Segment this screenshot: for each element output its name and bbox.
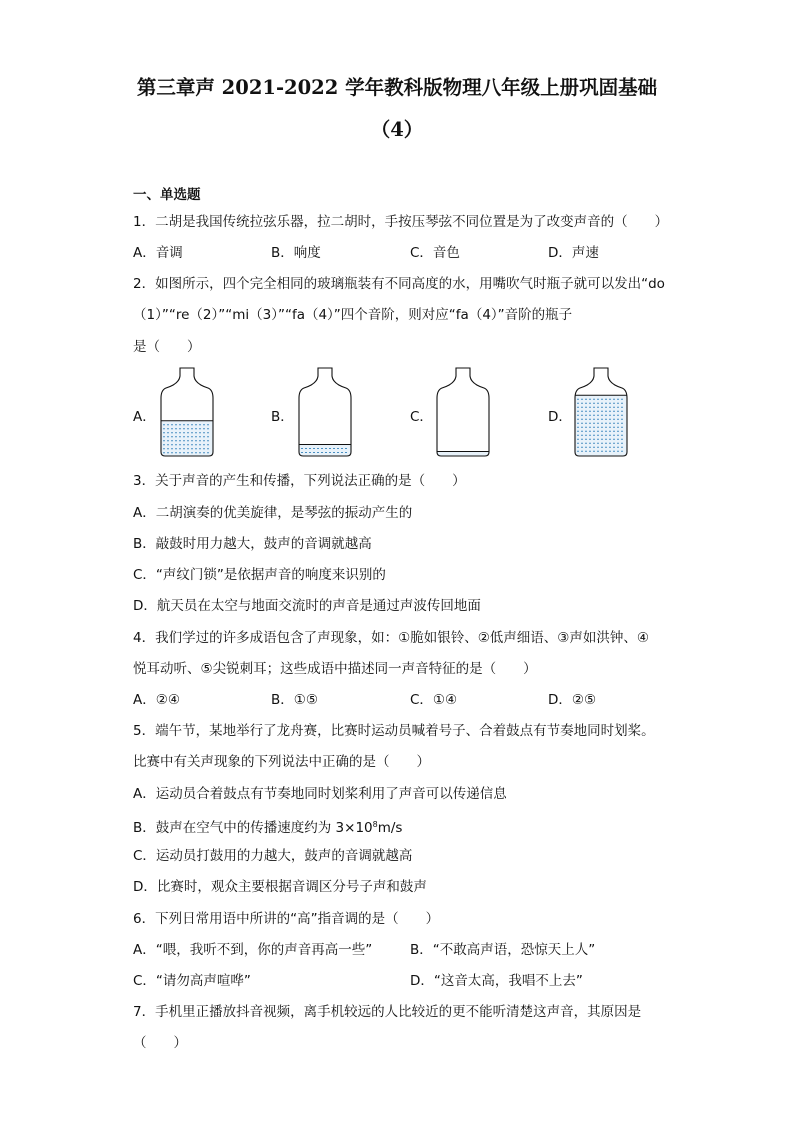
bottle-outline [299,368,351,456]
q5-option-b-text: B．鼓声在空气中的传播速度约为 3×10 [133,820,373,836]
q1-option-c: C．音色 [410,245,460,261]
q3-option-a: A．二胡演奏的优美旋律，是琴弦的振动产生的 [133,505,413,521]
bottle-c-image [434,366,492,460]
page-title: 第三章声 2021-2022 学年教科版物理八年级上册巩固基础 [136,76,658,99]
page-subtitle: （4） [370,118,424,141]
q4-option-c: C．①④ [410,692,458,708]
q4-option-b: B．①⑤ [271,692,318,708]
q1-option-d: D．声速 [548,245,599,261]
q3-stem: 3．关于声音的产生和传播，下列说法正确的是（ ） [133,473,466,489]
water-fill [434,452,492,456]
q2-stem-line3: 是（ ） [133,339,201,355]
q5-option-d: D．比赛时，观众主要根据音调区分号子声和鼓声 [133,879,427,895]
q6-option-c: C．“请勿高声喧哗” [133,973,251,989]
q5-option-b [133,816,402,837]
q2-option-d: D． [548,409,572,425]
q6-option-a: A．“喂，我听不到，你的声音再高一些” [133,942,373,958]
q2-option-b: B． [271,409,294,425]
q7-stem-line2: （ ） [133,1035,187,1051]
q2-option-a: A． [133,409,156,425]
q3-option-c: C．“声纹门锁”是依据声音的响度来识别的 [133,567,386,583]
water-fill [572,395,630,456]
q6-option-b: B．“不敢高声语，恐惊天上人” [410,942,596,958]
q4-option-a: A．②④ [133,692,180,708]
q5-option-b-unit: m/s [377,820,403,836]
q4-option-d: D．②⑤ [548,692,597,708]
q5-stem-line1: 5．端午节，某地举行了龙舟赛，比赛时运动员喊着号子、合着鼓点有节奏地同时划桨。 [133,723,655,739]
bottle-outline [437,368,489,456]
q2-stem-line1: 2．如图所示，四个完全相同的玻璃瓶装有不同高度的水，用嘴吹气时瓶子就可以发出“do [133,276,665,292]
q6-option-d: D．“这音太高，我唱不上去” [410,973,583,989]
q1-option-a: A．音调 [133,245,183,261]
water-fill [296,444,354,456]
q2-option-c: C． [410,409,433,425]
bottle-d-image [572,366,630,460]
q5-option-c: C．运动员打鼓用的力越大，鼓声的音调就越高 [133,848,413,864]
section-heading: 一、单选题 [133,187,201,203]
bottle-a-image [158,366,216,460]
bottle-b-image [296,366,354,460]
q5-stem-line2: 比赛中有关声现象的下列说法中正确的是（ ） [133,754,430,770]
q1-option-b: B．响度 [271,245,321,261]
q6-stem: 6．下列日常用语中所讲的“高”指音调的是（ ） [133,911,440,927]
q5-option-a: A．运动员合着鼓点有节奏地同时划桨利用了声音可以传递信息 [133,786,507,802]
q1-stem: 1．二胡是我国传统拉弦乐器，拉二胡时，手按压琴弦不同位置是为了改变声音的（ ） [133,214,669,230]
q7-stem-line1: 7．手机里正播放抖音视频，离手机较远的人比较近的更不能听清楚这声音，其原因是 [133,1004,642,1020]
q3-option-d: D．航天员在太空与地面交流时的声音是通过声波传回地面 [133,598,481,614]
q4-stem-line1: 4．我们学过的许多成语包含了声现象，如：①脆如银铃、②低声细语、③声如洪钟、④ [133,630,649,646]
q2-stem-line2: （1）”“re（2）”“mi（3）”“fa（4）”四个音阶，则对应“fa（4）”音阶的瓶子 [133,307,573,323]
q5-option-b-exponent: 8 [372,820,378,829]
water-fill [158,421,216,456]
q4-stem-line2: 悦耳动听、⑤尖锐刺耳；这些成语中描述同一声音特征的是（ ） [133,661,537,677]
q3-option-b: B．敲鼓时用力越大，鼓声的音调就越高 [133,536,372,552]
